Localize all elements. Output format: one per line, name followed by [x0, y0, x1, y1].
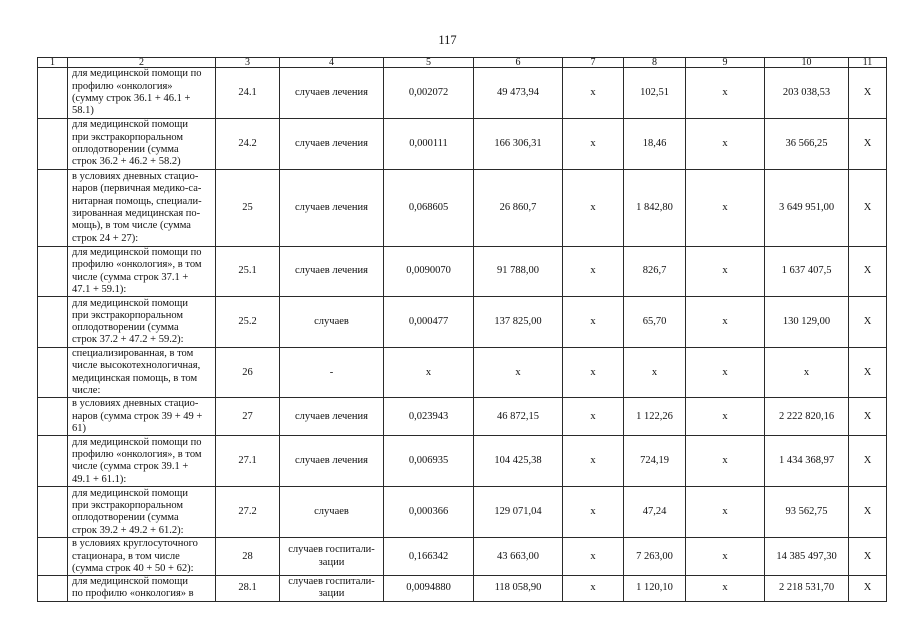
table-cell-col-1	[38, 398, 68, 436]
table-cell-col-10: 1 434 368,97	[765, 436, 849, 487]
table-cell-col-7: х	[563, 436, 624, 487]
table-cell-col-4: случаев лечения	[280, 398, 384, 436]
table-cell-col-8: 65,70	[624, 297, 686, 348]
table-cell-col-7: х	[563, 348, 624, 398]
column-number-10: 10	[765, 58, 849, 68]
table-cell-col-11: Х	[849, 119, 887, 170]
table-cell-col-8: 47,24	[624, 487, 686, 538]
table-cell-col-9: х	[686, 487, 765, 538]
table-cell-col-5: 0,0094880	[384, 576, 474, 602]
table-cell-col-11: Х	[849, 487, 887, 538]
table-cell-col-11: Х	[849, 538, 887, 576]
table-cell-col-7: х	[563, 398, 624, 436]
table-cell-col-3: 25.1	[216, 247, 280, 297]
table-row	[38, 119, 887, 170]
table-body	[38, 68, 887, 602]
table-cell-col-6: 166 306,31	[474, 119, 563, 170]
column-number-7: 7	[563, 58, 624, 68]
table-cell-col-9: х	[686, 247, 765, 297]
table-row	[38, 538, 887, 576]
table-cell-col-3: 27.1	[216, 436, 280, 487]
table-cell-col-9: х	[686, 398, 765, 436]
table-cell-col-6: 46 872,15	[474, 398, 563, 436]
table-cell-col-5: 0,068605	[384, 170, 474, 247]
table-cell-col-1	[38, 436, 68, 487]
table-cell-col-7: х	[563, 68, 624, 119]
table-cell-col-1	[38, 487, 68, 538]
table-cell-col-11: Х	[849, 247, 887, 297]
table-cell-col-4: случаев лечения	[280, 119, 384, 170]
table-cell-col-11: Х	[849, 68, 887, 119]
column-number-2: 2	[68, 58, 216, 68]
table-cell-col-1	[38, 297, 68, 348]
table-row	[38, 398, 887, 436]
table-cell-col-11: Х	[849, 398, 887, 436]
table-cell-col-1	[38, 538, 68, 576]
indicator-name-cell: для медицинской помощи при экстракорпоральном оплодотворении (сумма строк 37.2 + 47.2 + 59.2):	[68, 297, 216, 348]
table-cell-col-9: х	[686, 348, 765, 398]
indicator-name-cell: в условиях круглосуточного стационара, в том числе (сумма строк 40 + 50 + 62):	[68, 538, 216, 576]
column-number-5: 5	[384, 58, 474, 68]
table-cell-col-9: х	[686, 576, 765, 602]
table-cell-col-10: 2 218 531,70	[765, 576, 849, 602]
table-row	[38, 487, 887, 538]
table-cell-col-5: 0,166342	[384, 538, 474, 576]
table-row	[38, 348, 887, 398]
column-number-8: 8	[624, 58, 686, 68]
table-cell-col-10: 3 649 951,00	[765, 170, 849, 247]
table-cell-col-10: 93 562,75	[765, 487, 849, 538]
table-cell-col-4: случаев госпитали- зации	[280, 576, 384, 602]
table-cell-col-9: х	[686, 538, 765, 576]
table-header	[38, 58, 887, 68]
table-cell-col-11: Х	[849, 436, 887, 487]
table-cell-col-10: 2 222 820,16	[765, 398, 849, 436]
table-row	[38, 247, 887, 297]
indicator-name-cell: для медицинской помощи по профилю «онкология» в	[68, 576, 216, 602]
column-numbers-row	[38, 58, 887, 68]
table-cell-col-10: 203 038,53	[765, 68, 849, 119]
table-cell-col-1	[38, 68, 68, 119]
table-cell-col-3: 28.1	[216, 576, 280, 602]
table-cell-col-4: случаев	[280, 487, 384, 538]
table-cell-col-7: х	[563, 576, 624, 602]
table-row	[38, 297, 887, 348]
table-cell-col-9: х	[686, 436, 765, 487]
indicator-name-cell: для медицинской помощи по профилю «онкология», в том числе (сумма строк 39.1 + 49.1 + 61.1):	[68, 436, 216, 487]
table-cell-col-4: случаев лечения	[280, 170, 384, 247]
table-cell-col-4: случаев лечения	[280, 247, 384, 297]
column-number-1: 1	[38, 58, 68, 68]
table-cell-col-7: х	[563, 297, 624, 348]
table-cell-col-5: 0,0090070	[384, 247, 474, 297]
table-cell-col-6: 26 860,7	[474, 170, 563, 247]
table-cell-col-6: 104 425,38	[474, 436, 563, 487]
table-cell-col-8: 1 122,26	[624, 398, 686, 436]
table-cell-col-1	[38, 576, 68, 602]
table-cell-col-5: 0,006935	[384, 436, 474, 487]
table-cell-col-4: -	[280, 348, 384, 398]
table-cell-col-11: Х	[849, 297, 887, 348]
table-row	[38, 436, 887, 487]
table-cell-col-3: 26	[216, 348, 280, 398]
column-number-9: 9	[686, 58, 765, 68]
table-row	[38, 576, 887, 602]
table-cell-col-8: х	[624, 348, 686, 398]
table-cell-col-5: 0,023943	[384, 398, 474, 436]
table-cell-col-6: 137 825,00	[474, 297, 563, 348]
table-cell-col-11: Х	[849, 170, 887, 247]
table-cell-col-6: 129 071,04	[474, 487, 563, 538]
column-number-3: 3	[216, 58, 280, 68]
column-number-11: 11	[849, 58, 887, 68]
table-cell-col-3: 25	[216, 170, 280, 247]
table-cell-col-8: 102,51	[624, 68, 686, 119]
table-cell-col-8: 18,46	[624, 119, 686, 170]
table-cell-col-8: 1 842,80	[624, 170, 686, 247]
table-cell-col-6: 91 788,00	[474, 247, 563, 297]
table-cell-col-3: 25.2	[216, 297, 280, 348]
table-cell-col-3: 24.1	[216, 68, 280, 119]
table-cell-col-3: 27.2	[216, 487, 280, 538]
indicator-name-cell: специализированная, в том числе высокотехнологичная, медицинская помощь, в том числе:	[68, 348, 216, 398]
table-cell-col-3: 24.2	[216, 119, 280, 170]
indicator-name-cell: в условиях дневных стацио- наров (первичная медико-са- нитарная помощь, специали- зированная медицинская по- мощь), в том числе (сумма строк 24 + 27):	[68, 170, 216, 247]
table-cell-col-9: х	[686, 297, 765, 348]
page-number: 117	[438, 33, 457, 47]
table-cell-col-10: 14 385 497,30	[765, 538, 849, 576]
table-cell-col-7: х	[563, 247, 624, 297]
data-table	[37, 57, 887, 602]
table-cell-col-1	[38, 119, 68, 170]
table-cell-col-4: случаев лечения	[280, 436, 384, 487]
column-number-6: 6	[474, 58, 563, 68]
table-cell-col-10: х	[765, 348, 849, 398]
indicator-name-cell: для медицинской помощи по профилю «онкология» (сумму строк 36.1 + 46.1 + 58.1)	[68, 68, 216, 119]
table-cell-col-8: 724,19	[624, 436, 686, 487]
table-cell-col-11: Х	[849, 576, 887, 602]
table-cell-col-7: х	[563, 119, 624, 170]
table-cell-col-11: Х	[849, 348, 887, 398]
table-cell-col-5: х	[384, 348, 474, 398]
table-cell-col-6: х	[474, 348, 563, 398]
indicator-name-cell: для медицинской помощи при экстракорпоральном оплодотворении (сумма строк 36.2 + 46.2 + 58.2)	[68, 119, 216, 170]
table-cell-col-5: 0,002072	[384, 68, 474, 119]
table-cell-col-10: 36 566,25	[765, 119, 849, 170]
table-row	[38, 170, 887, 247]
table-cell-col-8: 826,7	[624, 247, 686, 297]
table-cell-col-3: 28	[216, 538, 280, 576]
table-cell-col-1	[38, 348, 68, 398]
table-cell-col-6: 49 473,94	[474, 68, 563, 119]
table-cell-col-8: 7 263,00	[624, 538, 686, 576]
table-cell-col-5: 0,000111	[384, 119, 474, 170]
indicator-name-cell: для медицинской помощи при экстракорпоральном оплодотворении (сумма строк 39.2 + 49.2 + 61.2):	[68, 487, 216, 538]
table-cell-col-7: х	[563, 487, 624, 538]
table-cell-col-10: 130 129,00	[765, 297, 849, 348]
table-cell-col-7: х	[563, 170, 624, 247]
table-cell-col-4: случаев госпитали- зации	[280, 538, 384, 576]
table-cell-col-7: х	[563, 538, 624, 576]
table-cell-col-4: случаев	[280, 297, 384, 348]
table-row	[38, 68, 887, 119]
table-cell-col-1	[38, 170, 68, 247]
table-cell-col-6: 43 663,00	[474, 538, 563, 576]
table-cell-col-1	[38, 247, 68, 297]
table-cell-col-9: х	[686, 68, 765, 119]
table-cell-col-6: 118 058,90	[474, 576, 563, 602]
table-cell-col-5: 0,000366	[384, 487, 474, 538]
table-cell-col-10: 1 637 407,5	[765, 247, 849, 297]
indicator-name-cell: для медицинской помощи по профилю «онкология», в том числе (сумма строк 37.1 + 47.1 + 59.1):	[68, 247, 216, 297]
table-cell-col-5: 0,000477	[384, 297, 474, 348]
column-number-4: 4	[280, 58, 384, 68]
table-cell-col-9: х	[686, 170, 765, 247]
table-cell-col-8: 1 120,10	[624, 576, 686, 602]
table-cell-col-3: 27	[216, 398, 280, 436]
table-cell-col-9: х	[686, 119, 765, 170]
indicator-name-cell: в условиях дневных стацио- наров (сумма строк 39 + 49 + 61)	[68, 398, 216, 436]
table-cell-col-4: случаев лечения	[280, 68, 384, 119]
